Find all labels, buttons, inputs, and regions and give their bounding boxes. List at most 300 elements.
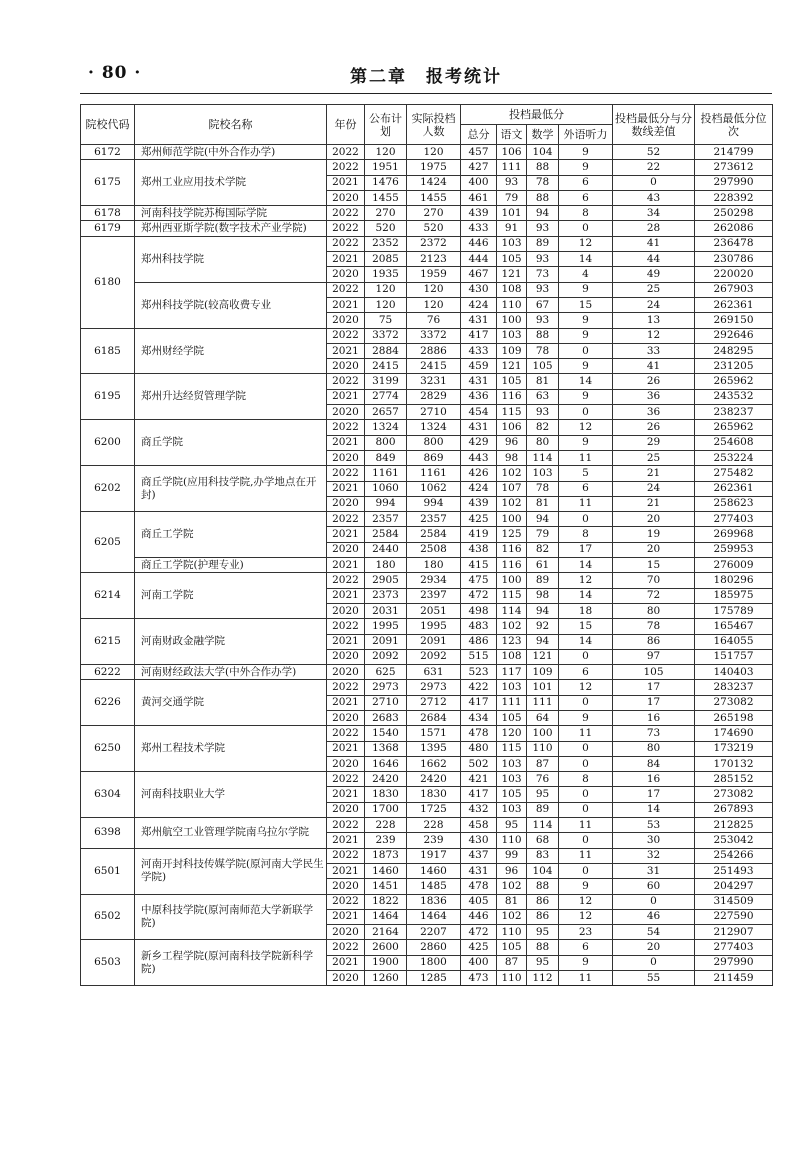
cell-rank: 236478 <box>695 236 773 251</box>
cell-rank: 262361 <box>695 481 773 496</box>
cell-total: 424 <box>461 297 497 312</box>
cell-math: 114 <box>527 818 559 833</box>
cell-year: 2022 <box>327 573 365 588</box>
cell-actual: 2710 <box>407 405 461 420</box>
table-row <box>81 206 773 221</box>
cell-chinese: 102 <box>497 619 527 634</box>
cell-school-code: 6175 <box>81 160 135 206</box>
cell-year: 2020 <box>327 665 365 680</box>
cell-math: 86 <box>527 909 559 924</box>
cell-plan: 1455 <box>365 190 407 205</box>
cell-rank: 297990 <box>695 955 773 970</box>
cell-school-name: 河南财政金融学院 <box>135 619 327 665</box>
cell-chinese: 103 <box>497 236 527 251</box>
cell-diff: 86 <box>613 634 695 649</box>
cell-foreign: 12 <box>559 909 613 924</box>
cell-plan: 3372 <box>365 328 407 343</box>
cell-total: 478 <box>461 879 497 894</box>
cell-school-name: 郑州升达经贸管理学院 <box>135 374 327 420</box>
cell-chinese: 96 <box>497 435 527 450</box>
cell-rank: 212907 <box>695 925 773 940</box>
cell-total: 439 <box>461 206 497 221</box>
cell-year: 2022 <box>327 680 365 695</box>
cell-year: 2020 <box>327 405 365 420</box>
cell-actual: 2934 <box>407 573 461 588</box>
cell-chinese: 125 <box>497 527 527 542</box>
cell-math: 83 <box>527 848 559 863</box>
cell-actual: 1285 <box>407 971 461 986</box>
cell-diff: 21 <box>613 496 695 511</box>
cell-math: 121 <box>527 649 559 664</box>
cell-school-code: 6226 <box>81 680 135 726</box>
cell-year: 2020 <box>327 802 365 817</box>
cell-year: 2022 <box>327 848 365 863</box>
cell-foreign: 6 <box>559 665 613 680</box>
cell-chinese: 105 <box>497 374 527 389</box>
cell-diff: 0 <box>613 894 695 909</box>
cell-actual: 2357 <box>407 512 461 527</box>
cell-plan: 2031 <box>365 603 407 618</box>
cell-total: 498 <box>461 603 497 618</box>
cell-total: 483 <box>461 619 497 634</box>
cell-math: 98 <box>527 588 559 603</box>
cell-actual: 994 <box>407 496 461 511</box>
cell-diff: 49 <box>613 267 695 282</box>
cell-math: 94 <box>527 603 559 618</box>
cell-rank: 254266 <box>695 848 773 863</box>
cell-plan: 1161 <box>365 466 407 481</box>
cell-year: 2022 <box>327 282 365 297</box>
cell-rank: 231205 <box>695 359 773 374</box>
cell-plan: 1935 <box>365 267 407 282</box>
cell-math: 86 <box>527 894 559 909</box>
cell-total: 431 <box>461 374 497 389</box>
cell-diff: 44 <box>613 252 695 267</box>
cell-total: 405 <box>461 894 497 909</box>
cell-chinese: 102 <box>497 496 527 511</box>
cell-math: 94 <box>527 512 559 527</box>
cell-chinese: 105 <box>497 787 527 802</box>
cell-total: 400 <box>461 955 497 970</box>
cell-school-code: 6502 <box>81 894 135 940</box>
cell-diff: 0 <box>613 175 695 190</box>
cell-school-name: 郑州师范学院(中外合作办学) <box>135 145 327 160</box>
cell-diff: 16 <box>613 710 695 725</box>
cell-diff: 80 <box>613 603 695 618</box>
cell-school-name: 商丘学院 <box>135 420 327 466</box>
cell-math: 78 <box>527 175 559 190</box>
cell-math: 95 <box>527 925 559 940</box>
cell-foreign: 6 <box>559 190 613 205</box>
cell-math: 101 <box>527 680 559 695</box>
cell-foreign: 6 <box>559 940 613 955</box>
cell-rank: 253042 <box>695 833 773 848</box>
cell-math: 100 <box>527 726 559 741</box>
cell-school-code: 6501 <box>81 848 135 894</box>
cell-rank: 230786 <box>695 252 773 267</box>
cell-chinese: 121 <box>497 267 527 282</box>
cell-foreign: 6 <box>559 481 613 496</box>
cell-chinese: 106 <box>497 420 527 435</box>
cell-diff: 33 <box>613 343 695 358</box>
cell-year: 2022 <box>327 160 365 175</box>
cell-plan: 1700 <box>365 802 407 817</box>
cell-total: 480 <box>461 741 497 756</box>
cell-school-code: 6179 <box>81 221 135 236</box>
cell-math: 92 <box>527 619 559 634</box>
cell-total: 444 <box>461 252 497 267</box>
cell-diff: 32 <box>613 848 695 863</box>
cell-actual: 2860 <box>407 940 461 955</box>
table-row <box>81 374 773 389</box>
cell-rank: 285152 <box>695 772 773 787</box>
cell-plan: 1324 <box>365 420 407 435</box>
table-row <box>81 466 773 481</box>
cell-diff: 41 <box>613 236 695 251</box>
cell-chinese: 87 <box>497 955 527 970</box>
cell-foreign: 15 <box>559 619 613 634</box>
cell-math: 88 <box>527 940 559 955</box>
cell-math: 111 <box>527 695 559 710</box>
cell-diff: 53 <box>613 818 695 833</box>
cell-diff: 43 <box>613 190 695 205</box>
cell-plan: 239 <box>365 833 407 848</box>
cell-school-code: 6214 <box>81 573 135 619</box>
cell-diff: 73 <box>613 726 695 741</box>
cell-math: 104 <box>527 145 559 160</box>
cell-total: 473 <box>461 971 497 986</box>
cell-chinese: 98 <box>497 450 527 465</box>
cell-foreign: 0 <box>559 802 613 817</box>
cell-total: 523 <box>461 665 497 680</box>
cell-rank: 262361 <box>695 297 773 312</box>
cell-year: 2021 <box>327 435 365 450</box>
cell-foreign: 0 <box>559 221 613 236</box>
cell-plan: 800 <box>365 435 407 450</box>
cell-actual: 120 <box>407 282 461 297</box>
cell-total: 417 <box>461 787 497 802</box>
cell-school-code: 6398 <box>81 818 135 849</box>
cell-plan: 1260 <box>365 971 407 986</box>
cell-chinese: 110 <box>497 833 527 848</box>
cell-year: 2020 <box>327 756 365 771</box>
cell-rank: 174690 <box>695 726 773 741</box>
cell-foreign: 8 <box>559 206 613 221</box>
cell-year: 2021 <box>327 175 365 190</box>
cell-diff: 25 <box>613 282 695 297</box>
cell-diff: 46 <box>613 909 695 924</box>
cell-year: 2022 <box>327 894 365 909</box>
cell-year: 2020 <box>327 313 365 328</box>
cell-rank: 212825 <box>695 818 773 833</box>
cell-year: 2021 <box>327 389 365 404</box>
cell-diff: 28 <box>613 221 695 236</box>
cell-diff: 20 <box>613 542 695 557</box>
cell-actual: 1460 <box>407 863 461 878</box>
cell-diff: 41 <box>613 359 695 374</box>
cell-math: 80 <box>527 435 559 450</box>
cell-foreign: 0 <box>559 649 613 664</box>
cell-plan: 1873 <box>365 848 407 863</box>
cell-year: 2021 <box>327 741 365 756</box>
cell-plan: 1540 <box>365 726 407 741</box>
cell-plan: 2092 <box>365 649 407 664</box>
cell-school-name: 郑州航空工业管理学院南乌拉尔学院 <box>135 818 327 849</box>
cell-chinese: 105 <box>497 252 527 267</box>
cell-foreign: 9 <box>559 145 613 160</box>
cell-actual: 76 <box>407 313 461 328</box>
cell-diff: 80 <box>613 741 695 756</box>
cell-diff: 25 <box>613 450 695 465</box>
cell-chinese: 117 <box>497 665 527 680</box>
cell-plan: 849 <box>365 450 407 465</box>
cell-diff: 15 <box>613 558 695 573</box>
cell-rank: 277403 <box>695 940 773 955</box>
cell-chinese: 99 <box>497 848 527 863</box>
cell-total: 433 <box>461 343 497 358</box>
cell-foreign: 17 <box>559 542 613 557</box>
cell-school-name: 郑州西亚斯学院(数字技术产业学院) <box>135 221 327 236</box>
cell-actual: 1161 <box>407 466 461 481</box>
cell-rank: 228392 <box>695 190 773 205</box>
cell-plan: 2884 <box>365 343 407 358</box>
cell-rank: 214799 <box>695 145 773 160</box>
cell-total: 446 <box>461 236 497 251</box>
cell-rank: 273082 <box>695 787 773 802</box>
cell-school-name: 商丘工学院(护理专业) <box>135 558 327 573</box>
cell-rank: 185975 <box>695 588 773 603</box>
header-actual: 实际投档人数 <box>407 105 461 145</box>
cell-actual: 2207 <box>407 925 461 940</box>
cell-chinese: 91 <box>497 221 527 236</box>
cell-plan: 2415 <box>365 359 407 374</box>
cell-chinese: 110 <box>497 297 527 312</box>
cell-foreign: 0 <box>559 833 613 848</box>
cell-school-code: 6195 <box>81 374 135 420</box>
cell-actual: 2397 <box>407 588 461 603</box>
cell-foreign: 9 <box>559 389 613 404</box>
cell-rank: 170132 <box>695 756 773 771</box>
cell-diff: 97 <box>613 649 695 664</box>
cell-school-name: 黄河交通学院 <box>135 680 327 726</box>
cell-foreign: 6 <box>559 175 613 190</box>
cell-year: 2022 <box>327 420 365 435</box>
table-row <box>81 848 773 863</box>
cell-chinese: 102 <box>497 909 527 924</box>
cell-chinese: 121 <box>497 359 527 374</box>
cell-plan: 2905 <box>365 573 407 588</box>
cell-math: 109 <box>527 665 559 680</box>
cell-foreign: 11 <box>559 848 613 863</box>
cell-math: 112 <box>527 971 559 986</box>
cell-plan: 2373 <box>365 588 407 603</box>
cell-plan: 1995 <box>365 619 407 634</box>
cell-diff: 24 <box>613 297 695 312</box>
cell-total: 400 <box>461 175 497 190</box>
cell-year: 2022 <box>327 374 365 389</box>
cell-foreign: 14 <box>559 634 613 649</box>
cell-plan: 2600 <box>365 940 407 955</box>
cell-math: 67 <box>527 297 559 312</box>
cell-foreign: 9 <box>559 435 613 450</box>
cell-actual: 270 <box>407 206 461 221</box>
cell-plan: 2973 <box>365 680 407 695</box>
cell-rank: 253224 <box>695 450 773 465</box>
cell-math: 87 <box>527 756 559 771</box>
cell-actual: 1836 <box>407 894 461 909</box>
header-rank: 投档最低分位次 <box>695 105 773 145</box>
cell-chinese: 111 <box>497 695 527 710</box>
cell-foreign: 11 <box>559 726 613 741</box>
cell-foreign: 0 <box>559 787 613 802</box>
cell-foreign: 0 <box>559 512 613 527</box>
cell-actual: 1800 <box>407 955 461 970</box>
cell-math: 110 <box>527 741 559 756</box>
cell-diff: 21 <box>613 466 695 481</box>
cell-math: 88 <box>527 190 559 205</box>
cell-rank: 140403 <box>695 665 773 680</box>
cell-math: 64 <box>527 710 559 725</box>
cell-foreign: 0 <box>559 863 613 878</box>
cell-foreign: 11 <box>559 496 613 511</box>
table-row <box>81 665 773 680</box>
cell-foreign: 0 <box>559 756 613 771</box>
cell-rank: 250298 <box>695 206 773 221</box>
cell-rank: 275482 <box>695 466 773 481</box>
cell-chinese: 103 <box>497 328 527 343</box>
cell-rank: 314509 <box>695 894 773 909</box>
cell-actual: 2051 <box>407 603 461 618</box>
cell-total: 431 <box>461 420 497 435</box>
cell-actual: 520 <box>407 221 461 236</box>
table-row <box>81 282 773 297</box>
cell-foreign: 9 <box>559 160 613 175</box>
cell-school-code: 6205 <box>81 512 135 573</box>
cell-chinese: 93 <box>497 175 527 190</box>
cell-foreign: 14 <box>559 558 613 573</box>
cell-math: 68 <box>527 833 559 848</box>
cell-school-code: 6180 <box>81 236 135 328</box>
cell-year: 2021 <box>327 252 365 267</box>
cell-total: 472 <box>461 588 497 603</box>
cell-total: 431 <box>461 863 497 878</box>
cell-chinese: 120 <box>497 726 527 741</box>
page-header <box>80 60 772 90</box>
cell-total: 472 <box>461 925 497 940</box>
cell-math: 81 <box>527 496 559 511</box>
table-row <box>81 726 773 741</box>
cell-school-name: 郑州财经学院 <box>135 328 327 374</box>
cell-rank: 283237 <box>695 680 773 695</box>
cell-plan: 75 <box>365 313 407 328</box>
admission-score-table <box>80 104 773 986</box>
cell-diff: 72 <box>613 588 695 603</box>
cell-total: 459 <box>461 359 497 374</box>
cell-chinese: 109 <box>497 343 527 358</box>
cell-foreign: 15 <box>559 297 613 312</box>
cell-foreign: 14 <box>559 252 613 267</box>
cell-plan: 625 <box>365 665 407 680</box>
cell-total: 457 <box>461 145 497 160</box>
cell-total: 436 <box>461 389 497 404</box>
cell-school-name: 河南开封科技传媒学院(原河南大学民生学院) <box>135 848 327 894</box>
cell-rank: 276009 <box>695 558 773 573</box>
cell-plan: 2683 <box>365 710 407 725</box>
cell-rank: 269968 <box>695 527 773 542</box>
cell-chinese: 103 <box>497 680 527 695</box>
cell-foreign: 12 <box>559 680 613 695</box>
cell-total: 432 <box>461 802 497 817</box>
cell-chinese: 105 <box>497 940 527 955</box>
table-row <box>81 558 773 573</box>
cell-total: 425 <box>461 512 497 527</box>
cell-year: 2022 <box>327 145 365 160</box>
cell-foreign: 0 <box>559 405 613 420</box>
cell-rank: 175789 <box>695 603 773 618</box>
cell-math: 114 <box>527 450 559 465</box>
table-row <box>81 894 773 909</box>
cell-year: 2020 <box>327 190 365 205</box>
cell-rank: 259953 <box>695 542 773 557</box>
cell-rank: 220020 <box>695 267 773 282</box>
cell-rank: 227590 <box>695 909 773 924</box>
cell-year: 2022 <box>327 206 365 221</box>
cell-actual: 2829 <box>407 389 461 404</box>
cell-diff: 30 <box>613 833 695 848</box>
cell-school-code: 6172 <box>81 145 135 160</box>
cell-math: 89 <box>527 802 559 817</box>
cell-year: 2021 <box>327 787 365 802</box>
cell-math: 82 <box>527 542 559 557</box>
cell-rank: 248295 <box>695 343 773 358</box>
cell-actual: 1995 <box>407 619 461 634</box>
cell-total: 458 <box>461 818 497 833</box>
cell-diff: 24 <box>613 481 695 496</box>
cell-year: 2022 <box>327 726 365 741</box>
cell-foreign: 9 <box>559 710 613 725</box>
cell-actual: 1324 <box>407 420 461 435</box>
cell-plan: 2357 <box>365 512 407 527</box>
cell-actual: 2420 <box>407 772 461 787</box>
cell-plan: 228 <box>365 818 407 833</box>
cell-actual: 2415 <box>407 359 461 374</box>
cell-school-code: 6304 <box>81 772 135 818</box>
cell-year: 2022 <box>327 772 365 787</box>
cell-school-name: 河南财经政法大学(中外合作办学) <box>135 665 327 680</box>
cell-diff: 22 <box>613 160 695 175</box>
cell-school-code: 6250 <box>81 726 135 772</box>
cell-diff: 36 <box>613 389 695 404</box>
cell-actual: 2123 <box>407 252 461 267</box>
cell-foreign: 12 <box>559 420 613 435</box>
cell-chinese: 96 <box>497 863 527 878</box>
cell-math: 105 <box>527 359 559 374</box>
cell-chinese: 102 <box>497 879 527 894</box>
cell-actual: 1455 <box>407 190 461 205</box>
cell-school-name: 商丘学院(应用科技学院,办学地点在开封) <box>135 466 327 512</box>
cell-total: 431 <box>461 313 497 328</box>
cell-plan: 1464 <box>365 909 407 924</box>
cell-plan: 1900 <box>365 955 407 970</box>
cell-actual: 1975 <box>407 160 461 175</box>
cell-year: 2020 <box>327 649 365 664</box>
cell-total: 486 <box>461 634 497 649</box>
cell-year: 2020 <box>327 603 365 618</box>
cell-rank: 273082 <box>695 695 773 710</box>
cell-total: 437 <box>461 848 497 863</box>
cell-math: 78 <box>527 481 559 496</box>
cell-math: 93 <box>527 282 559 297</box>
